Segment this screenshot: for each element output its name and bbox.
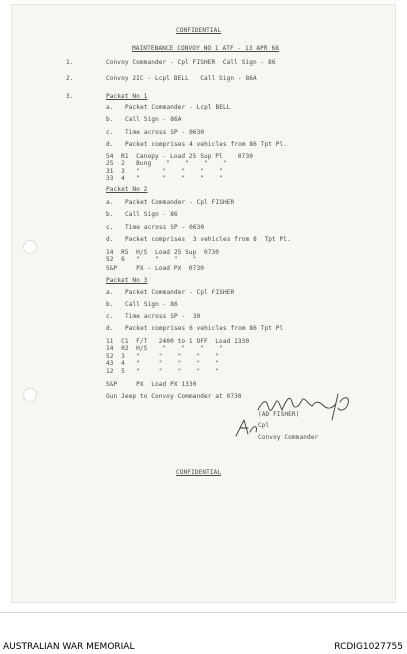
vehicle-row: 14 02 H/S " " " " xyxy=(106,345,223,352)
line-text: Time across SP - 0630 xyxy=(125,129,205,136)
packet-note: Gun Jeep to Convoy Commander at 0730 xyxy=(106,393,242,400)
vehicle-row: 25 2 Bung " " " " xyxy=(106,160,227,167)
signatory-rank: Cpl xyxy=(258,422,270,429)
line-letter: d. xyxy=(106,325,114,332)
line-text: Packet Commander - Cpl FISHER xyxy=(125,199,235,206)
vehicle-row: 43 4 " " " " " xyxy=(106,360,220,367)
packet-heading: Packet No 1 xyxy=(106,93,148,100)
vehicle-row: 11 C1 F/T 2400 to 1 OFF Load 1330 xyxy=(106,338,250,345)
line-text: Call Sign - 86 xyxy=(125,211,178,218)
vehicle-row: 52 3 " " " " " xyxy=(106,353,220,360)
line-text: Call Sign - 86 xyxy=(125,301,178,308)
signatory-name: (AD FISHER) xyxy=(258,411,300,418)
line-text: Call Sign - 86A xyxy=(125,116,182,123)
header-classification: CONFIDENTIAL xyxy=(176,27,222,34)
item-number: 1. xyxy=(66,59,74,66)
item-text: Convoy 2IC - Lcpl BELL Call Sign - 86A xyxy=(106,75,257,82)
archive-footer xyxy=(0,612,407,654)
handwritten-signature xyxy=(228,380,363,440)
line-text: Packet comprises 4 vehicles from 86 Tpt Pl. xyxy=(125,141,288,148)
line-text: Packet Commander - Lcpl BELL xyxy=(125,104,231,111)
line-letter: b. xyxy=(106,301,114,308)
line-letter: c. xyxy=(106,313,114,320)
vehicle-row: 14 R5 H/S Load 25 Sup 0730 xyxy=(106,249,220,256)
vehicle-row: 33 4 " " " " " xyxy=(106,175,223,182)
packet-heading: Packet No 3 xyxy=(106,277,148,284)
punch-hole-bottom xyxy=(23,388,37,402)
vehicle-row: S&P PX Load PX 1330 xyxy=(106,381,197,388)
line-text: Packet comprises 6 vehicles from 86 Tpt Pl xyxy=(125,325,284,332)
record-id: RCDIG1027755 xyxy=(334,642,403,652)
archive-name: AUSTRALIAN WAR MEMORIAL xyxy=(3,642,135,652)
line-letter: b. xyxy=(106,211,114,218)
line-letter: a. xyxy=(106,289,114,296)
line-letter: c. xyxy=(106,129,114,136)
footer-classification: CONFIDENTIAL xyxy=(176,469,222,476)
footer-divider xyxy=(0,612,407,613)
vehicle-row: 31 3 " " " " " xyxy=(106,168,223,175)
item-number: 3. xyxy=(66,93,74,100)
line-text: Packet comprises 3 vehicles from 8 Tpt Pl. xyxy=(125,236,291,243)
line-letter: c. xyxy=(106,224,114,231)
item-number: 2. xyxy=(66,75,74,82)
line-letter: d. xyxy=(106,141,114,148)
item-text: Convoy Commander - Cpl FISHER Call Sign - 86 xyxy=(106,59,276,66)
line-text: Time across SP - 30 xyxy=(125,313,201,320)
vehicle-row: 54 R1 Canopy - Load 25 Sup Pl 0730 xyxy=(106,153,253,160)
line-text: Time across SP - 0630 xyxy=(125,224,205,231)
vehicle-row: 12 5 " " " " " xyxy=(106,368,220,375)
document-title: MAINTENANCE CONVOY NO 1 ATF - 13 APR 68 xyxy=(132,45,279,52)
line-letter: b. xyxy=(106,116,114,123)
packet-heading: Packet No 2 xyxy=(106,186,148,193)
signatory-appointment: Convoy Commander xyxy=(258,434,319,441)
vehicle-row: S&P PX - Load PX 0730 xyxy=(106,265,204,272)
vehicle-row: 52 6 " " " " xyxy=(106,256,197,263)
line-text: Packet Commander - Cpl FISHER xyxy=(125,289,235,296)
line-letter: a. xyxy=(106,104,114,111)
line-letter: d. xyxy=(106,236,114,243)
punch-hole-top xyxy=(23,240,37,254)
line-letter: a. xyxy=(106,199,114,206)
